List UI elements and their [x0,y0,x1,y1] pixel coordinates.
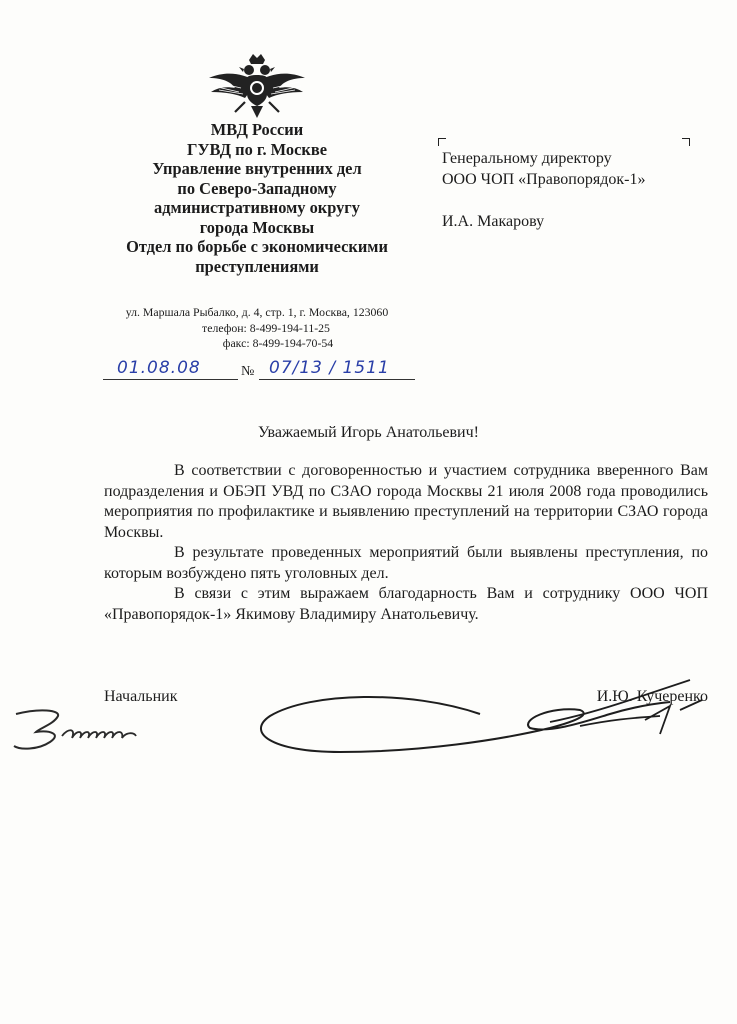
addressee-title: Генеральному директору [442,150,612,167]
body-paragraph: В соответствии с договоренностью и участием сотрудника вверенного Вам подразделения и ОБЭП УВД по СЗАО города Москвы 21 июля 2008 года проводились мероприятия по профилактике и выявлению преступлений на территории СЗАО города Москвы. [104,462,708,541]
registration-line [103,352,423,382]
signer-position: Начальник [104,688,178,705]
org-fax: факс: 8-499-194-70-54 [222,336,334,350]
org-line: административному округу [154,198,360,217]
organization-header [96,120,418,276]
corner-mark-right [682,138,690,146]
org-contacts [96,305,418,352]
registration-date-field [103,352,238,380]
addressee-name: И.А. Макарову [442,213,545,230]
eagle-emblem-icon [205,52,309,122]
registration-number-field [259,352,415,380]
org-line: МВД России [210,120,304,139]
body-paragraph: В связи с этим выражаем благодарность Вам и сотруднику ООО ЧОП «Правопорядок-1» Якимову Владимиру Анатольевичу. [104,585,708,623]
org-line: по Северо-Западному [177,178,337,198]
org-address: ул. Маршала Рыбалко, д. 4, стр. 1, г. Москва, 123060 [125,305,389,319]
number-sign: № [241,364,255,379]
org-line: Управление внутренних дел [152,159,362,178]
org-phone: телефон: 8-499-194-11-25 [202,320,330,335]
org-line: Отдел по борьбе с экономическими [126,237,388,256]
org-line: преступлениями [195,256,319,276]
addressee-company: ООО ЧОП «Правопорядок-1» [442,171,646,188]
body-paragraph: В результате проведенных мероприятий были выявлены преступления, по которым возбуждено пять уголовных дел. [104,544,708,582]
handwritten-initials-icon [10,700,180,760]
registration-number: 07/13 / 1511 [269,358,390,378]
letter-body [104,461,708,625]
corner-mark-left [438,138,446,146]
salutation: Уважаемый Игорь Анатольевич! [258,424,479,441]
signer-name: И.Ю. Кучеренко [596,688,708,705]
org-line: города Москвы [199,217,315,237]
addressee-block [438,138,708,248]
handwritten-signature-icon [250,670,720,770]
org-line: ГУВД по г. Москве [187,139,327,159]
registration-date: 01.08.08 [117,358,201,378]
